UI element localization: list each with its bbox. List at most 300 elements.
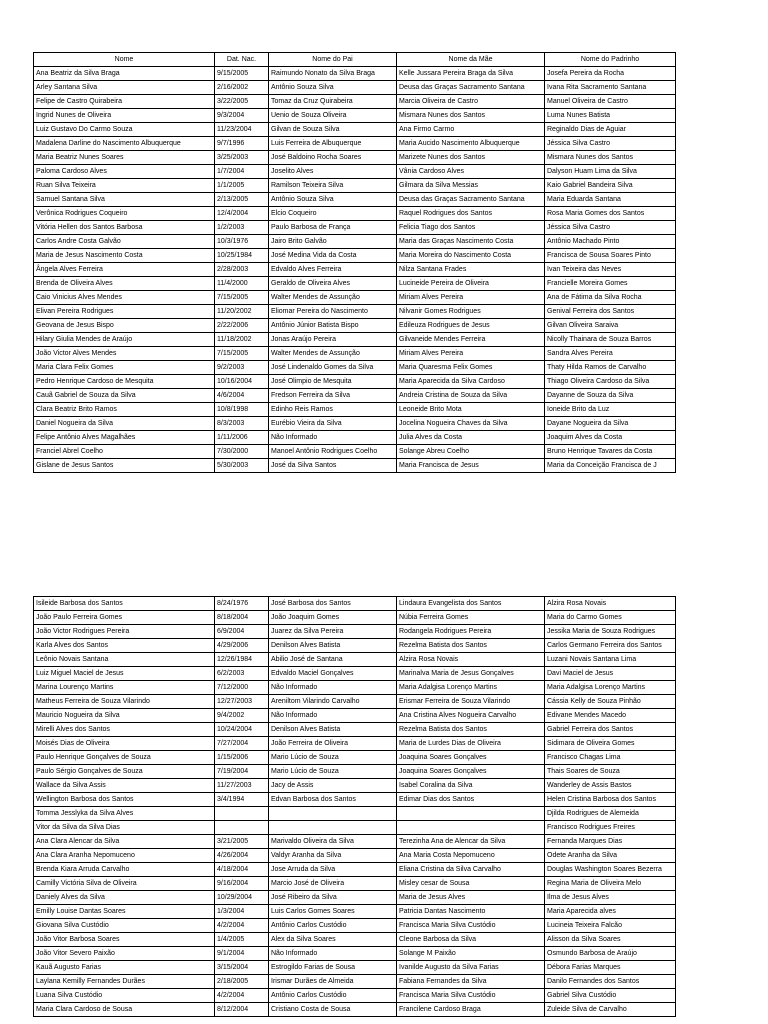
records-table-top [33, 52, 676, 473]
cell-nome: Isileide Barbosa dos Santos [34, 597, 215, 611]
cell-nome-do-padrinho: Rosa Maria Gomes dos Santos [545, 207, 676, 221]
cell-dat-nac: 11/4/2000 [215, 277, 269, 291]
table-row [34, 403, 676, 417]
table-row [34, 947, 676, 961]
table-row [34, 221, 676, 235]
header-dat-nac: Dat. Nac. [215, 53, 269, 67]
cell-dat-nac: 1/4/2005 [215, 933, 269, 947]
cell-nome-do-padrinho: Ivan Teixeira das Neves [545, 263, 676, 277]
cell-nome-da-mae: Rezelma Batista dos Santos [397, 723, 545, 737]
table-row [34, 207, 676, 221]
cell-nome-do-pai: Joselito Alves [269, 165, 397, 179]
cell-nome-da-mae: Edimar Dias dos Santos [397, 793, 545, 807]
table-row [34, 445, 676, 459]
cell-nome-do-pai: José Ribeiro da Silva [269, 891, 397, 905]
table-row [34, 877, 676, 891]
cell-dat-nac: 9/15/2005 [215, 67, 269, 81]
cell-nome-do-pai: Raimundo Nonato da Silva Braga [269, 67, 397, 81]
cell-nome-do-pai: José Baldoino Rocha Soares [269, 151, 397, 165]
table-row [34, 891, 676, 905]
cell-nome-do-pai: Edvan Barbosa dos Santos [269, 793, 397, 807]
cell-nome-do-pai: Gilvan de Souza Silva [269, 123, 397, 137]
cell-dat-nac: 4/2/2004 [215, 919, 269, 933]
cell-dat-nac: 11/23/2004 [215, 123, 269, 137]
cell-dat-nac: 6/9/2004 [215, 625, 269, 639]
cell-nome: Wellington Barbosa dos Santos [34, 793, 215, 807]
cell-nome: Pedro Henrique Cardoso de Mesquita [34, 375, 215, 389]
table-row [34, 109, 676, 123]
table-row [34, 807, 676, 821]
cell-nome-do-padrinho: Francisca de Sousa Soares Pinto [545, 249, 676, 263]
cell-nome-do-padrinho: Djilda Rodrigues de Alemeida [545, 807, 676, 821]
cell-nome-do-pai: Edvaldo Maciel Gonçalves [269, 667, 397, 681]
cell-nome-da-mae: Maria Adalgisa Lorenço Martins [397, 681, 545, 695]
cell-nome-do-pai: Irismar Durães de Almeida [269, 975, 397, 989]
cell-dat-nac: 9/2/2003 [215, 361, 269, 375]
cell-nome-do-pai: Abilio José de Santana [269, 653, 397, 667]
cell-nome: Elivan Pereira Rodrigues [34, 305, 215, 319]
table-row [34, 361, 676, 375]
cell-nome-do-pai: Jonas Araújo Pereira [269, 333, 397, 347]
cell-nome-do-padrinho: Danilo Fernandes dos Santos [545, 975, 676, 989]
cell-dat-nac: 9/3/2004 [215, 109, 269, 123]
cell-nome-da-mae: Gilmara da Silva Messias [397, 179, 545, 193]
cell-dat-nac: 4/29/2006 [215, 639, 269, 653]
cell-nome-do-pai: Fredson Ferreira da Silva [269, 389, 397, 403]
cell-nome-do-padrinho: Maria Eduarda Santana [545, 193, 676, 207]
cell-nome: Matheus Ferreira de Souza Vilarindo [34, 695, 215, 709]
cell-nome-da-mae: Ana Cristina Alves Nogueira Carvalho [397, 709, 545, 723]
cell-nome-do-pai: Antônio Souza Silva [269, 193, 397, 207]
table-row [34, 431, 676, 445]
cell-nome: Verônica Rodrigues Coqueiro [34, 207, 215, 221]
cell-dat-nac: 2/18/2005 [215, 975, 269, 989]
cell-dat-nac: 1/11/2006 [215, 431, 269, 445]
table-row [34, 249, 676, 263]
cell-dat-nac: 10/25/1984 [215, 249, 269, 263]
table-row [34, 639, 676, 653]
cell-nome-do-padrinho: Luma Nunes Batista [545, 109, 676, 123]
cell-nome-do-pai: Valdyr Aranha da Silva [269, 849, 397, 863]
cell-nome: Maria de Jesus Nascimento Costa [34, 249, 215, 263]
cell-nome-do-padrinho: Ivana Rita Sacramento Santana [545, 81, 676, 95]
cell-dat-nac: 12/26/1984 [215, 653, 269, 667]
table-row [34, 305, 676, 319]
cell-nome-da-mae: Francilene Cardoso Braga [397, 1003, 545, 1017]
cell-nome: Luiz Gustavo Do Carmo Souza [34, 123, 215, 137]
cell-nome-do-pai: Walter Mendes de Assunção [269, 291, 397, 305]
table-row [34, 821, 676, 835]
cell-nome: Caio Vinicius Alves Mendes [34, 291, 215, 305]
cell-nome-do-pai: Ramilson Teixeira Silva [269, 179, 397, 193]
cell-nome-do-padrinho: Genival Ferreira dos Santos [545, 305, 676, 319]
table-row [34, 849, 676, 863]
cell-dat-nac: 1/1/2005 [215, 179, 269, 193]
cell-nome-do-pai: Antônio Carlos Custódio [269, 989, 397, 1003]
cell-nome: Karla Alves dos Santos [34, 639, 215, 653]
cell-nome-da-mae: Maria Moreira do Nascimento Costa [397, 249, 545, 263]
cell-nome: Ana Clara Alencar da Silva [34, 835, 215, 849]
cell-nome-da-mae: Francisca Maria Silva Custódio [397, 989, 545, 1003]
cell-dat-nac: 2/16/2002 [215, 81, 269, 95]
cell-nome-do-pai: Denilson Alves Batista [269, 639, 397, 653]
table-row [34, 347, 676, 361]
cell-nome-do-padrinho: Francielle Moreira Gomes [545, 277, 676, 291]
cell-nome-do-pai: Mario Lúcio de Souza [269, 765, 397, 779]
cell-nome-do-padrinho: Dayane Nogueira da Silva [545, 417, 676, 431]
cell-nome-da-mae: Solange Abreu Coelho [397, 445, 545, 459]
cell-dat-nac [215, 807, 269, 821]
cell-dat-nac: 7/15/2005 [215, 291, 269, 305]
table-row [34, 751, 676, 765]
cell-nome-do-padrinho: Gabriel Silva Custódio [545, 989, 676, 1003]
cell-nome-do-pai: Não Informado [269, 681, 397, 695]
cell-nome-do-pai: Areniltom Vilarindo Carvalho [269, 695, 397, 709]
table-row [34, 123, 676, 137]
cell-dat-nac: 8/24/1976 [215, 597, 269, 611]
cell-nome-do-padrinho: Sandra Alves Pereira [545, 347, 676, 361]
cell-dat-nac: 1/15/2006 [215, 751, 269, 765]
cell-nome-do-pai: Manoel Antônio Rodrigues Coelho [269, 445, 397, 459]
cell-nome-do-padrinho: Lucineia Teixeira Falcão [545, 919, 676, 933]
cell-nome-do-pai: Antônio Souza Silva [269, 81, 397, 95]
cell-nome-do-pai [269, 821, 397, 835]
cell-nome-da-mae: Lindaura Evangelista dos Santos [397, 597, 545, 611]
cell-nome: Gislane de Jesus Santos [34, 459, 215, 473]
cell-nome: Arley Santana Silva [34, 81, 215, 95]
cell-nome-da-mae: Eliana Cristina da Silva Carvalho [397, 863, 545, 877]
cell-nome-do-pai: Antônio Carlos Custódio [269, 919, 397, 933]
table-row [34, 319, 676, 333]
cell-nome-do-padrinho: Helen Cristina Barbosa dos Santos [545, 793, 676, 807]
cell-nome-do-padrinho: Cássia Kelly de Souza Pinhão [545, 695, 676, 709]
cell-nome-do-padrinho: Jéssica Silva Castro [545, 221, 676, 235]
cell-nome-da-mae: Maria Aparecida da Silva Cardoso [397, 375, 545, 389]
cell-nome-do-padrinho: Sidimara de Oliveira Gomes [545, 737, 676, 751]
cell-dat-nac: 9/1/2004 [215, 947, 269, 961]
cell-dat-nac: 3/4/1994 [215, 793, 269, 807]
cell-nome-do-pai: Juarez da Silva Pereira [269, 625, 397, 639]
cell-nome: Ruan Silva Teixeira [34, 179, 215, 193]
cell-dat-nac: 10/24/2004 [215, 723, 269, 737]
cell-nome-da-mae: Leoneide Brito Mota [397, 403, 545, 417]
cell-nome-do-padrinho: Fernanda Marques Dias [545, 835, 676, 849]
cell-nome-do-padrinho: Regina Maria de Oliveira Melo [545, 877, 676, 891]
cell-nome-do-pai: Walter Mendes de Assunção [269, 347, 397, 361]
cell-nome: Ana Clara Aranha Nepomuceno [34, 849, 215, 863]
cell-nome: Tomma Jesslyka da Silva Alves [34, 807, 215, 821]
table-row [34, 151, 676, 165]
cell-dat-nac: 9/7/1996 [215, 137, 269, 151]
cell-nome-do-padrinho: Reginaldo Dias de Aguiar [545, 123, 676, 137]
table-row [34, 137, 676, 151]
cell-nome-do-padrinho: Francisco Rodrigues Freires [545, 821, 676, 835]
table-row [34, 611, 676, 625]
table-row [34, 933, 676, 947]
cell-nome-do-pai: José Barbosa dos Santos [269, 597, 397, 611]
cell-nome-da-mae [397, 821, 545, 835]
cell-dat-nac: 3/25/2003 [215, 151, 269, 165]
cell-nome: Maria Clara Felix Gomes [34, 361, 215, 375]
cell-nome-do-padrinho: Gabriel Ferreira dos Santos [545, 723, 676, 737]
cell-nome-da-mae: Marizete Nunes dos Santos [397, 151, 545, 165]
records-table-top-body [34, 67, 676, 473]
cell-nome: Vitor da Silva da Silva Dias [34, 821, 215, 835]
cell-nome-do-pai: Estrogildo Farias de Sousa [269, 961, 397, 975]
cell-nome: Giovana Silva Custódio [34, 919, 215, 933]
cell-dat-nac: 3/15/2004 [215, 961, 269, 975]
cell-dat-nac: 7/19/2004 [215, 765, 269, 779]
cell-nome-da-mae: Fabiana Fernandes da Silva [397, 975, 545, 989]
cell-nome: Geovana de Jesus Bispo [34, 319, 215, 333]
cell-nome: Felipe de Castro Quirabeira [34, 95, 215, 109]
table-row [34, 625, 676, 639]
cell-nome: Samuel Santana Silva [34, 193, 215, 207]
cell-nome: Maria Beatriz Nunes Soares [34, 151, 215, 165]
table-row [34, 81, 676, 95]
cell-nome: Felipe Antônio Alves Magalhães [34, 431, 215, 445]
cell-nome-da-mae: Marcia Oliveira de Castro [397, 95, 545, 109]
cell-nome: Maria Clara Cardoso de Sousa [34, 1003, 215, 1017]
cell-nome-do-pai: Jose Arruda da Silva [269, 863, 397, 877]
cell-nome: Ingrid Nunes de Oliveira [34, 109, 215, 123]
cell-dat-nac: 10/16/2004 [215, 375, 269, 389]
cell-nome: Wallace da Silva Assis [34, 779, 215, 793]
cell-nome-da-mae: Rezelma Batista dos Santos [397, 639, 545, 653]
cell-nome-da-mae: Lucineide Pereira de Oliveira [397, 277, 545, 291]
cell-nome: Franciel Abrel Coelho [34, 445, 215, 459]
cell-nome-da-mae: Cleone Barbosa da Silva [397, 933, 545, 947]
table-row [34, 1003, 676, 1017]
cell-nome-da-mae: Jocelina Nogueira Chaves da Silva [397, 417, 545, 431]
cell-nome-da-mae: Kelle Jussara Pereira Braga da Silva [397, 67, 545, 81]
cell-dat-nac: 3/22/2005 [215, 95, 269, 109]
cell-nome: Brenda Kiara Arruda Carvalho [34, 863, 215, 877]
table-row [34, 165, 676, 179]
cell-nome-do-pai: Eurébio Vieira da Silva [269, 417, 397, 431]
cell-dat-nac: 8/18/2004 [215, 611, 269, 625]
cell-nome-da-mae: Misley cesar de Sousa [397, 877, 545, 891]
cell-nome-do-pai: Jairo Brito Galvão [269, 235, 397, 249]
cell-nome: Kauã Augusto Farias [34, 961, 215, 975]
cell-nome-da-mae: Andreia Cristina de Souza da Silva [397, 389, 545, 403]
cell-nome-do-padrinho: Douglas Washington Soares Bezerra [545, 863, 676, 877]
cell-nome: Madalena Darline do Nascimento Albuquerque [34, 137, 215, 151]
cell-nome-do-padrinho: Thiago Oliveira Cardoso da Silva [545, 375, 676, 389]
cell-nome: Clara Beatriz Brito Ramos [34, 403, 215, 417]
header-nome-da-mae: Nome da Mãe [397, 53, 545, 67]
table-row [34, 863, 676, 877]
cell-nome-da-mae: Ana Maria Costa Nepomuceno [397, 849, 545, 863]
table-row [34, 793, 676, 807]
table-row [34, 389, 676, 403]
cell-nome-da-mae: Joaquina Soares Gonçalves [397, 765, 545, 779]
cell-nome-da-mae: Alzira Rosa Novais [397, 653, 545, 667]
table-row [34, 417, 676, 431]
cell-nome-do-pai: José da Silva Santos [269, 459, 397, 473]
table-row [34, 765, 676, 779]
cell-nome: João Victor Alves Mendes [34, 347, 215, 361]
cell-nome-do-padrinho: Bruno Henrique Tavares da Costa [545, 445, 676, 459]
cell-dat-nac: 1/2/2003 [215, 221, 269, 235]
table-row [34, 681, 676, 695]
table-row [34, 277, 676, 291]
table-row [34, 179, 676, 193]
cell-nome-da-mae [397, 807, 545, 821]
cell-nome-do-pai: Alex da Silva Soares [269, 933, 397, 947]
cell-nome: Camilly Victória Silva de Oliveira [34, 877, 215, 891]
cell-dat-nac: 12/4/2004 [215, 207, 269, 221]
table-row [34, 695, 676, 709]
cell-nome-do-padrinho: Francisco Chagas Lima [545, 751, 676, 765]
cell-nome-do-padrinho: Carlos Germano Ferreira dos Santos [545, 639, 676, 653]
cell-nome-do-pai: Tomaz da Cruz Quirabeira [269, 95, 397, 109]
cell-nome-da-mae: Gilvaneide Mendes Ferreira [397, 333, 545, 347]
table-row [34, 235, 676, 249]
cell-nome: Leônio Novais Santana [34, 653, 215, 667]
cell-nome-da-mae: Terezinha Ana de Alencar da Silva [397, 835, 545, 849]
cell-nome: Laylana Kemilly Fernandes Durães [34, 975, 215, 989]
cell-dat-nac: 6/2/2003 [215, 667, 269, 681]
cell-nome-do-pai: José Olimpio de Mesquita [269, 375, 397, 389]
cell-nome-do-pai: Mario Lúcio de Souza [269, 751, 397, 765]
table-row [34, 779, 676, 793]
cell-nome: Mauricio Nogueira da Silva [34, 709, 215, 723]
cell-nome-do-padrinho: Manuel Oliveira de Castro [545, 95, 676, 109]
cell-nome-do-pai: Cristiano Costa de Sousa [269, 1003, 397, 1017]
cell-dat-nac: 7/30/2000 [215, 445, 269, 459]
cell-nome: Cauã Gabriel de Souza da Silva [34, 389, 215, 403]
cell-dat-nac: 2/13/2005 [215, 193, 269, 207]
cell-nome-do-pai: Jacy de Assis [269, 779, 397, 793]
cell-nome-da-mae: Deusa das Graças Sacramento Santana [397, 193, 545, 207]
cell-dat-nac: 7/15/2005 [215, 347, 269, 361]
cell-nome: Paulo Henrique Gonçalves de Souza [34, 751, 215, 765]
cell-nome-da-mae: Maria de Lurdes Dias de Oliveira [397, 737, 545, 751]
cell-nome: Paulo Sérgio Gonçalves de Souza [34, 765, 215, 779]
cell-nome-da-mae: Maria Aucido Nascimento Albuquerque [397, 137, 545, 151]
cell-nome-do-padrinho: Ana de Fátima da Silva Rocha [545, 291, 676, 305]
table-row [34, 67, 676, 81]
cell-dat-nac: 4/18/2004 [215, 863, 269, 877]
table-row [34, 597, 676, 611]
cell-nome-do-pai: João Ferreira de Oliveira [269, 737, 397, 751]
cell-nome-do-pai: Marcio José de Oliveira [269, 877, 397, 891]
table-row [34, 459, 676, 473]
cell-nome-da-mae: Maria Francisca de Jesus [397, 459, 545, 473]
cell-nome: Paloma Cardoso Alves [34, 165, 215, 179]
cell-dat-nac: 12/27/2003 [215, 695, 269, 709]
cell-nome: Ana Beatriz da Silva Braga [34, 67, 215, 81]
cell-dat-nac: 11/20/2002 [215, 305, 269, 319]
cell-nome-do-padrinho: Jéssica Silva Castro [545, 137, 676, 151]
cell-nome: Brenda de Oliveira Alves [34, 277, 215, 291]
cell-nome-da-mae: Núbia Ferreira Gomes [397, 611, 545, 625]
cell-nome-do-padrinho: Zuleide Silva de Carvalho [545, 1003, 676, 1017]
cell-dat-nac: 10/29/2004 [215, 891, 269, 905]
cell-nome-da-mae: Marinalva Maria de Jesus Gonçalves [397, 667, 545, 681]
header-nome-do-padrinho: Nome do Padrinho [545, 53, 676, 67]
cell-nome-do-pai: Não Informado [269, 431, 397, 445]
cell-nome-do-padrinho: Joaquim Alves da Costa [545, 431, 676, 445]
cell-nome-da-mae: Patricia Dantas Nascimento [397, 905, 545, 919]
cell-nome-do-padrinho: Ilma de Jesus Alves [545, 891, 676, 905]
cell-nome-do-padrinho: Thaty Hilda Ramos de Carvalho [545, 361, 676, 375]
cell-nome-do-pai: Edvaldo Alves Ferreira [269, 263, 397, 277]
cell-nome: Luiz Miguel Maciel de Jesus [34, 667, 215, 681]
cell-dat-nac: 5/30/2003 [215, 459, 269, 473]
cell-nome-da-mae: Rodangela Rodrigues Pereira [397, 625, 545, 639]
header-nome-do-pai: Nome do Pai [269, 53, 397, 67]
cell-nome-do-padrinho: Osmundo Barbosa de Araújo [545, 947, 676, 961]
cell-dat-nac: 7/12/2000 [215, 681, 269, 695]
table-row [34, 95, 676, 109]
cell-nome: Carlos Andre Costa Galvão [34, 235, 215, 249]
cell-nome-do-pai: Antônio Júnior Batista Bispo [269, 319, 397, 333]
cell-nome-da-mae: Miriam Alves Pereira [397, 291, 545, 305]
cell-nome-do-pai: Uenio de Souza Oliveira [269, 109, 397, 123]
cell-nome-do-padrinho: Dayanne de Souza da Silva [545, 389, 676, 403]
cell-dat-nac: 4/6/2004 [215, 389, 269, 403]
cell-nome-do-pai: José Medina Vida da Costa [269, 249, 397, 263]
cell-nome: Mirelli Alves dos Santos [34, 723, 215, 737]
cell-nome-do-padrinho: Thais Soares de Souza [545, 765, 676, 779]
cell-dat-nac: 8/12/2004 [215, 1003, 269, 1017]
cell-nome-da-mae: Isabel Coralina da Silva [397, 779, 545, 793]
cell-nome: Daniel Nogueira da Silva [34, 417, 215, 431]
cell-nome: Vitória Hellen dos Santos Barbosa [34, 221, 215, 235]
table-row [34, 291, 676, 305]
cell-nome-do-padrinho: Josefa Pereira da Rocha [545, 67, 676, 81]
cell-nome-do-padrinho: Mismara Nunes dos Santos [545, 151, 676, 165]
cell-nome-do-pai: Marivaldo Oliveira da Silva [269, 835, 397, 849]
cell-nome-da-mae: Ana Firmo Carmo [397, 123, 545, 137]
cell-nome-do-pai [269, 807, 397, 821]
cell-nome-do-padrinho: Ioneide Brito da Luz [545, 403, 676, 417]
records-table-bottom [33, 596, 676, 1017]
cell-nome-do-padrinho: Débora Farias Marques [545, 961, 676, 975]
cell-nome-do-padrinho: Maria Adalgisa Lorenço Martins [545, 681, 676, 695]
table-row [34, 723, 676, 737]
cell-dat-nac: 1/3/2004 [215, 905, 269, 919]
cell-nome-do-padrinho: Davi Maciel de Jesus [545, 667, 676, 681]
table-row [34, 653, 676, 667]
cell-nome-da-mae: Vânia Cardoso Alves [397, 165, 545, 179]
table-row [34, 263, 676, 277]
cell-dat-nac [215, 821, 269, 835]
cell-dat-nac: 2/22/2006 [215, 319, 269, 333]
cell-dat-nac: 11/18/2002 [215, 333, 269, 347]
cell-nome: Luana Silva Custódio [34, 989, 215, 1003]
cell-nome: Marina Lourenço Martins [34, 681, 215, 695]
cell-nome-do-pai: João Joaquim Gomes [269, 611, 397, 625]
table-row [34, 961, 676, 975]
cell-nome: João Vitor Severo Paixão [34, 947, 215, 961]
cell-nome-da-mae: Raquel Rodrigues dos Santos [397, 207, 545, 221]
cell-nome-do-padrinho: Kaio Gabriel Bandeira Silva [545, 179, 676, 193]
cell-nome: Hilary Giulia Mendes de Araújo [34, 333, 215, 347]
cell-nome-da-mae: Erismar Ferreira de Souza Vilarindo [397, 695, 545, 709]
cell-nome-da-mae: Mismara Nunes dos Santos [397, 109, 545, 123]
cell-nome-do-pai: Eliomar Pereira do Nascimento [269, 305, 397, 319]
cell-dat-nac: 7/27/2004 [215, 737, 269, 751]
cell-nome-do-padrinho: Alisson da Silva Soares [545, 933, 676, 947]
cell-nome-do-pai: José Lindenaldo Gomes da Silva [269, 361, 397, 375]
cell-nome-da-mae: Felicia Tiago dos Santos [397, 221, 545, 235]
cell-nome-da-mae: Miriam Alves Pereira [397, 347, 545, 361]
cell-nome-do-padrinho: Gilvan Oliveira Saraiva [545, 319, 676, 333]
cell-nome-da-mae: Julia Alves da Costa [397, 431, 545, 445]
